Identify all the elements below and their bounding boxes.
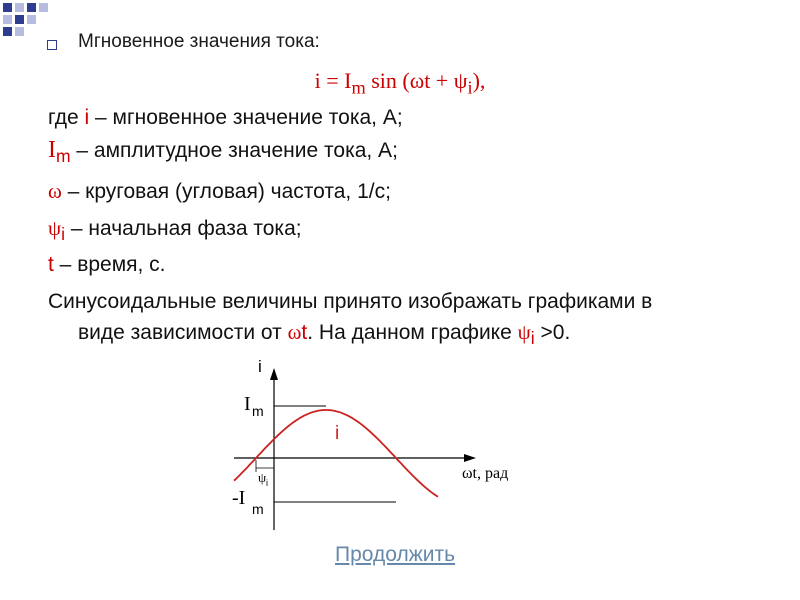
formula-psi-sub: i	[467, 77, 473, 98]
definition-line-t	[48, 253, 166, 277]
formula-close: ),	[472, 68, 486, 93]
formula-psi: ψ	[453, 68, 468, 93]
paragraph-psi-sub: i	[530, 328, 535, 349]
phase-label-sub: i	[266, 478, 268, 488]
sine-current-chart	[230, 354, 540, 534]
formula-im: I	[344, 68, 352, 93]
paragraph-t: t	[301, 321, 308, 344]
def-t-symbol: t	[48, 253, 54, 276]
definition-line-omega	[48, 179, 391, 204]
current-formula	[0, 68, 800, 98]
def-psi-symbol: ψ	[48, 216, 62, 240]
formula-t-plus: t +	[424, 68, 454, 93]
phase-label: ψ	[258, 470, 267, 485]
def-i-text: – мгновенное значение тока, А;	[89, 106, 403, 129]
formula-i: i	[314, 68, 321, 93]
neg-amplitude-label-sub: m	[252, 501, 264, 517]
continue-link[interactable]: Продолжить	[335, 543, 456, 566]
x-axis-label: ωt, рад	[462, 465, 509, 482]
explanation-paragraph	[48, 287, 778, 353]
paragraph-line-1: Синусоидальные величины принято изображать графиками в	[48, 290, 653, 313]
def-t-text: – время, с.	[53, 253, 166, 276]
def-psi-text: – начальная фаза тока;	[65, 217, 302, 240]
neg-amplitude-label: -I	[232, 487, 246, 509]
title-bullet-icon	[47, 40, 57, 50]
paragraph-psi: ψ	[517, 320, 531, 344]
definition-line-im	[48, 137, 398, 167]
slide-title: Мгновенное значения тока:	[78, 31, 320, 52]
formula-sin: sin (	[365, 68, 410, 93]
amplitude-label: I	[244, 393, 251, 415]
paragraph-line-2	[48, 317, 778, 353]
curve-label: i	[335, 423, 340, 444]
def-im-sub: m	[56, 146, 71, 167]
def-im-symbol: I	[48, 137, 56, 163]
formula-eq: =	[320, 68, 345, 93]
formula-omega: ω	[409, 68, 425, 93]
def-omega-text: – круговая (угловая) частота, 1/с;	[61, 180, 391, 203]
paragraph-line-2-end: >0.	[534, 321, 571, 344]
def-im-text: – амплитудное значение тока, А;	[70, 139, 398, 162]
definition-line-i	[48, 106, 403, 130]
definition-line-psi	[48, 216, 302, 245]
paragraph-omega: ω	[287, 320, 302, 344]
def-i-prefix: где	[48, 106, 85, 129]
y-axis-label: i	[258, 357, 262, 376]
def-psi-sub: i	[61, 224, 66, 245]
formula-im-sub: m	[351, 77, 366, 98]
def-omega-symbol: ω	[48, 179, 62, 203]
def-i-symbol: i	[84, 106, 90, 129]
amplitude-label-sub: m	[252, 403, 264, 419]
paragraph-line-2-prefix: виде зависимости от	[78, 321, 288, 344]
paragraph-line-2-mid: . На данном графике	[307, 321, 518, 344]
